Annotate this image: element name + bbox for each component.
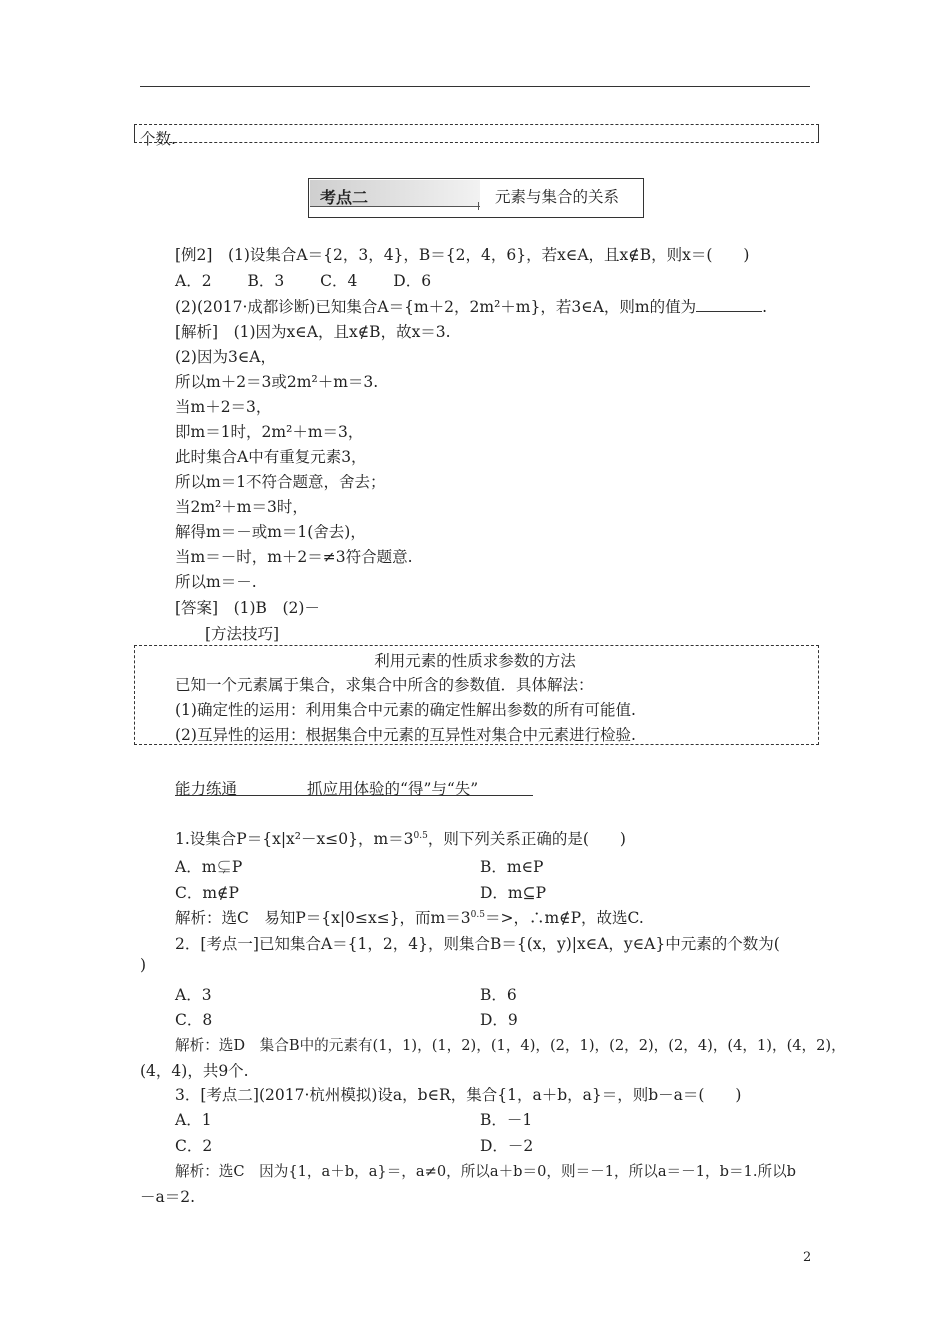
q3-option-a: A．1 xyxy=(175,1111,212,1129)
q1-solution xyxy=(175,906,644,928)
solution-line-9: 解得m＝－或m＝1(舍去)， xyxy=(175,523,366,541)
q1-option-c: C．m∉P xyxy=(175,884,239,902)
method-tips-label: [方法技巧] xyxy=(205,625,280,643)
solution-line-10: 当m＝－时，m＋2＝≠3符合题意. xyxy=(175,548,413,566)
q1-option-a: A．m⊊P xyxy=(175,858,243,876)
q1-stem-text: 1.设集合P＝{x|x²－x≤0}，m＝3 xyxy=(175,830,414,848)
kaodian-tag-tick xyxy=(478,202,479,210)
method-title: 利用元素的性质求参数的方法 xyxy=(374,652,576,670)
q1-option-d: D．m⊆P xyxy=(480,884,547,902)
q2-option-c: C．8 xyxy=(175,1011,213,1029)
q2-option-b: B．6 xyxy=(480,986,517,1004)
q1-solution-text: 解析：选C 易知P＝{x|0≤x≤}，而m＝3 xyxy=(175,909,471,927)
method-line-3: (2)互异性的运用：根据集合中元素的互异性对集合中元素进行检验. xyxy=(175,726,636,744)
kaodian-title: 元素与集合的关系 xyxy=(495,188,620,206)
continued-box-top xyxy=(134,124,819,143)
example-2-part2-text: (2)(2017·成都诊断)已知集合A＝{m＋2，2m²＋m}，若3∈A，则m的值为 xyxy=(175,298,697,316)
solution-line-3: 所以m＋2＝3或2m²＋m＝3. xyxy=(175,373,379,391)
answer-blank xyxy=(696,299,762,312)
answer-line: [答案] (1)B (2)－ xyxy=(175,599,320,617)
section-right: 抓应用体验的“得”与“失” xyxy=(307,780,479,798)
solution-line-2: (2)因为3∈A， xyxy=(175,348,276,366)
header-rule xyxy=(140,86,810,87)
q2-solution-line-2: (4，4)，共9个. xyxy=(140,1062,249,1080)
solution-line-7: 所以m＝1不符合题意，舍去； xyxy=(175,473,386,491)
q3-solution-line-1: 解析：选C 因为{1，a＋b，a}＝，a≠0，所以a＋b＝0，则＝－1，所以a＝－1，b＝1.所以b xyxy=(175,1163,796,1180)
page-number: 2 xyxy=(803,1250,812,1265)
example-2-stem: [例2] (1)设集合A＝{2，3，4}，B＝{2，4，6}，若x∈A，且x∉B，则x＝( ) xyxy=(175,246,750,264)
example-2-part2-tail: . xyxy=(762,298,768,316)
q1-option-b: B．m∈P xyxy=(480,858,544,876)
q1-solution-exponent: 0.5 xyxy=(470,909,485,920)
q1-stem xyxy=(175,827,626,849)
solution-line-4: 当m＋2＝3， xyxy=(175,398,272,416)
q3-option-b: B．－1 xyxy=(480,1111,533,1129)
q3-solution-line-2: －a＝2. xyxy=(140,1188,196,1206)
q2-option-d: D．9 xyxy=(480,1011,518,1029)
solution-line-11: 所以m＝－. xyxy=(175,573,257,591)
q1-exponent: 0.5 xyxy=(413,830,428,841)
q1-solution-tail: ＝>，∴m∉P，故选C. xyxy=(484,909,644,927)
solution-line-6: 此时集合A中有重复元素3， xyxy=(175,448,367,466)
section-left: 能力练通 xyxy=(175,780,238,798)
q2-stem-line-2: ) xyxy=(140,956,147,974)
continued-box-bottom xyxy=(134,142,819,143)
q3-stem: 3．[考点二](2017·杭州模拟)设a，b∈R，集合{1，a＋b，a}＝，则b－a＝( ) xyxy=(175,1086,742,1104)
solution-line-8: 当2m²＋m＝3时， xyxy=(175,498,308,516)
solution-line-5: 即m＝1时，2m²＋m＝3， xyxy=(175,423,364,441)
method-line-2: (1)确定性的运用：利用集合中元素的确定性解出参数的所有可能值. xyxy=(175,701,636,719)
q2-stem-line-1: 2．[考点一]已知集合A＝{1，2，4}，则集合B＝{(x，y)|x∈A，y∈A}中元素的个数为( xyxy=(175,935,780,953)
q3-option-d: D．－2 xyxy=(480,1137,534,1155)
q2-solution-line-1: 解析：选D 集合B中的元素有(1，1)，(1，2)，(1，4)，(2，1)，(2，2)，(2，4)，(4，1)，(4，2)， xyxy=(175,1037,846,1054)
kaodian-label: 考点二 xyxy=(320,188,369,207)
section-underline xyxy=(175,795,533,796)
q1-stem-tail: ，则下列关系正确的是( ) xyxy=(427,830,626,848)
example-2-part2 xyxy=(175,295,767,317)
q2-option-a: A．3 xyxy=(175,986,212,1004)
continued-text: 个数. xyxy=(140,130,176,148)
solution-line-1: [解析] (1)因为x∈A，且x∉B，故x＝3. xyxy=(175,323,451,341)
method-line-1: 已知一个元素属于集合，求集合中所含的参数值．具体解法： xyxy=(175,676,594,694)
q3-option-c: C．2 xyxy=(175,1137,213,1155)
example-2-options: A．2 B．3 C．4 D．6 xyxy=(175,272,432,290)
